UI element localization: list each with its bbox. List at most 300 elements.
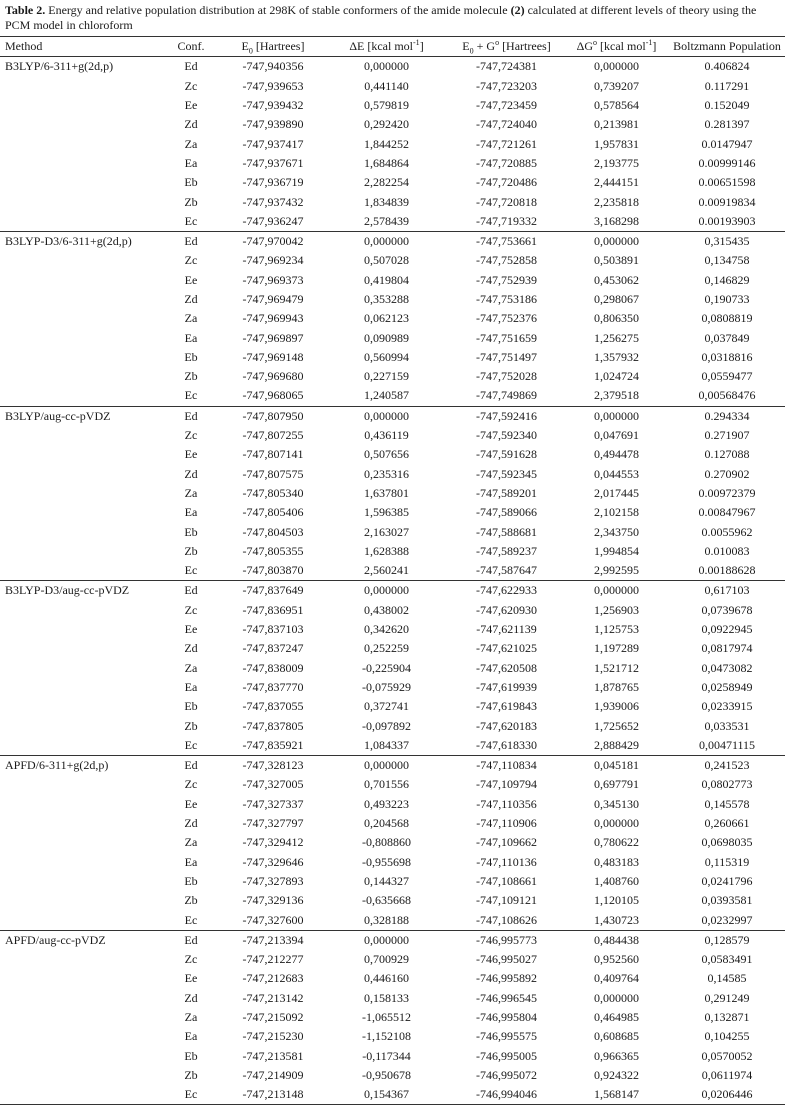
e0-cell: -747,939890: [242, 117, 304, 132]
method-cell: [0, 891, 165, 910]
e0-cell: -747,969373: [242, 272, 304, 287]
delta-g-cell: 2,992595: [594, 563, 639, 578]
delta-g-cell: 0,045181: [594, 758, 639, 773]
table-row: [0, 561, 785, 581]
delta-e-cell: 0,701556: [364, 777, 409, 792]
table-row: [0, 231, 785, 251]
conformer-cell: Eb: [184, 524, 198, 539]
e0-plus-g-cell: -746,994046: [476, 1087, 537, 1102]
method-cell: [0, 367, 165, 386]
e0-cell: -747,937671: [242, 155, 304, 170]
delta-e-cell: 0,292420: [364, 117, 409, 132]
method-cell: [0, 620, 165, 639]
method-cell: [0, 989, 165, 1008]
table-row: [0, 309, 785, 328]
delta-e-cell: 0,000000: [364, 59, 409, 74]
method-cell: B3LYP/aug-cc-pVDZ: [5, 408, 111, 423]
delta-g-cell: 0,298067: [594, 292, 639, 306]
table-row: [0, 852, 785, 871]
method-cell: [0, 1046, 165, 1065]
e0-plus-g-cell: -747,723203: [476, 78, 537, 93]
method-cell: APFD/aug-cc-pVDZ: [5, 932, 106, 947]
delta-e-cell: 0,579819: [364, 98, 409, 113]
delta-e-cell: 0,000000: [364, 234, 409, 249]
delta-g-cell: 2,102158: [594, 505, 639, 520]
delta-e-cell: -1,152108: [362, 1029, 411, 1044]
table-row: [0, 950, 785, 969]
conformer-cell: Zb: [184, 1067, 198, 1082]
boltzmann-population-cell: 0,0258949: [701, 679, 753, 694]
delta-e-cell: 1,240587: [364, 388, 409, 403]
e0-plus-g-cell: -747,720818: [476, 194, 537, 209]
boltzmann-population-cell: 0,115319: [704, 854, 750, 869]
e0-cell: -747,835921: [242, 737, 304, 752]
delta-g-cell: 0,806350: [594, 311, 639, 326]
conformer-cell: Zd: [184, 641, 198, 656]
delta-e-cell: 0,419804: [364, 272, 409, 287]
e0-cell: -747,936247: [242, 213, 304, 228]
delta-g-cell: 1,024724: [594, 369, 639, 384]
boltzmann-population-cell: 0,128579: [704, 932, 750, 947]
method-cell: [0, 561, 165, 581]
method-cell: [0, 348, 165, 367]
e0-cell: -747,214909: [242, 1067, 304, 1082]
delta-e-cell: -0,635668: [362, 893, 411, 908]
e0-cell: -747,212683: [242, 971, 304, 986]
boltzmann-population-cell: 0,0802773: [701, 777, 753, 792]
boltzmann-population-cell: 0.00188628: [698, 563, 756, 578]
boltzmann-population-cell: 0,146829: [704, 272, 750, 287]
conformer-cell: Za: [184, 136, 198, 151]
conformer-cell: Zc: [184, 428, 198, 443]
conformer-cell: Ec: [184, 388, 198, 403]
e0-plus-g-cell: -747,619843: [476, 699, 537, 714]
delta-g-cell: 0,924322: [594, 1067, 639, 1082]
delta-e-cell: 1,834839: [364, 194, 409, 209]
delta-g-cell: 1,957831: [594, 136, 639, 151]
e0-cell: -747,939653: [242, 78, 304, 93]
delta-e-cell: 0,235316: [364, 466, 409, 481]
delta-e-cell: 0,062123: [364, 311, 409, 326]
boltzmann-population-cell: 0.00999146: [698, 155, 756, 170]
conformer-cell: Zc: [184, 78, 198, 93]
method-cell: [0, 775, 165, 794]
conformer-cell: Zd: [184, 816, 198, 831]
boltzmann-population-cell: 0,291249: [704, 990, 750, 1005]
delta-g-cell: 1,256903: [594, 602, 639, 617]
e0-plus-g-cell: -747,723459: [476, 98, 537, 113]
delta-g-cell: 0,000000: [594, 234, 639, 249]
delta-g-cell: 2,235818: [594, 194, 639, 209]
e0-cell: -747,939432: [242, 98, 304, 113]
delta-e-cell: 0,227159: [364, 369, 409, 384]
delta-g-cell: 2,343750: [594, 524, 639, 539]
table-row: [0, 620, 785, 639]
method-cell: [0, 251, 165, 270]
e0-cell: -747,969234: [242, 253, 304, 268]
delta-g-cell: 2,444151: [594, 175, 639, 190]
e0-plus-g-cell: -747,752376: [476, 311, 537, 326]
delta-e-cell: 1,684864: [364, 155, 409, 170]
table-row: [0, 989, 785, 1008]
e0-cell: -747,805340: [242, 485, 304, 500]
method-cell: [0, 115, 165, 134]
e0-cell: -747,969897: [242, 330, 304, 345]
e0-plus-g-cell: -747,589237: [476, 543, 537, 558]
e0-plus-g-cell: -747,589066: [476, 505, 537, 520]
e0-plus-g-cell: -747,620930: [476, 602, 537, 617]
e0-plus-g-cell: -747,592340: [476, 428, 537, 443]
boltzmann-population-cell: 0,0817974: [701, 641, 753, 656]
method-cell: B3LYP-D3/aug-cc-pVDZ: [5, 583, 130, 598]
boltzmann-population-cell: 0.0147947: [701, 136, 753, 151]
e0-cell: -747,805355: [242, 543, 304, 558]
delta-g-cell: 0,484438: [594, 932, 639, 947]
conformer-cell: Zb: [184, 194, 198, 209]
delta-e-cell: 0,441140: [364, 78, 409, 93]
delta-g-cell: 1,408760: [594, 873, 639, 888]
table-header: [0, 37, 785, 57]
e0-plus-g-cell: -747,592345: [476, 466, 537, 481]
delta-e-cell: 0,372741: [364, 699, 409, 714]
conformer-cell: Ec: [184, 912, 198, 927]
conformer-cell: Ee: [184, 796, 198, 811]
table-row: [0, 795, 785, 814]
header-conformer: Conf.: [177, 39, 205, 54]
method-cell: [0, 426, 165, 445]
boltzmann-population-cell: 0,241523: [704, 758, 750, 773]
boltzmann-population-cell: 0,0393581: [701, 893, 753, 908]
method-cell: [0, 969, 165, 988]
delta-e-cell: 0,700929: [364, 952, 409, 967]
delta-e-cell: 0,204568: [364, 816, 409, 831]
method-cell: [0, 910, 165, 930]
method-cell: [0, 872, 165, 891]
e0-plus-g-cell: -746,995072: [476, 1067, 537, 1082]
method-cell: [0, 1066, 165, 1085]
delta-g-cell: 3,168298: [594, 213, 639, 228]
e0-cell: -747,838009: [242, 660, 304, 675]
e0-cell: -747,969943: [242, 311, 304, 326]
e0-cell: -747,805406: [242, 505, 304, 520]
method-cell: [0, 465, 165, 484]
table-row: [0, 542, 785, 561]
delta-e-cell: 0,090989: [364, 330, 409, 345]
header-method: Method: [5, 39, 43, 54]
delta-g-cell: 0,000000: [594, 59, 639, 74]
conformer-cell: Zc: [184, 777, 198, 792]
conformer-cell: Ed: [184, 758, 198, 773]
delta-g-cell: 1,197289: [594, 641, 639, 656]
method-cell: [0, 795, 165, 814]
boltzmann-population-cell: 0,0922945: [701, 622, 753, 637]
e0-plus-g-cell: -747,724381: [476, 59, 537, 74]
conformer-cell: Ed: [184, 234, 198, 249]
delta-e-cell: 0,560994: [364, 349, 409, 364]
delta-g-cell: 0,578564: [594, 98, 639, 113]
method-cell: [0, 192, 165, 211]
e0-plus-g-cell: -747,751659: [476, 330, 537, 345]
table-row: [0, 192, 785, 211]
table-row: [0, 716, 785, 735]
boltzmann-population-cell: 0,0473082: [701, 660, 753, 675]
method-cell: [0, 154, 165, 173]
delta-e-cell: -0,955698: [362, 854, 411, 869]
e0-plus-g-cell: -746,995804: [476, 1009, 537, 1024]
delta-e-cell: 0,000000: [364, 583, 409, 598]
delta-g-cell: 0,503891: [594, 253, 639, 268]
delta-g-cell: 1,725652: [594, 718, 639, 733]
delta-g-cell: 2,017445: [594, 485, 639, 500]
delta-g-cell: 0,453062: [594, 272, 639, 287]
e0-cell: -747,327005: [242, 777, 304, 792]
header-boltzmann-population: Boltzmann Population: [673, 39, 781, 54]
conformer-energy-table: [0, 36, 785, 1105]
conformer-cell: Za: [184, 1009, 198, 1024]
table-row: [0, 814, 785, 833]
e0-cell: -747,803870: [242, 563, 304, 578]
conformer-cell: Ec: [184, 563, 198, 578]
delta-g-cell: 0,608685: [594, 1029, 639, 1044]
conformer-cell: Ed: [184, 59, 198, 74]
method-cell: B3LYP/6-311+g(2d,p): [5, 59, 114, 74]
table-row: [0, 891, 785, 910]
boltzmann-population-cell: 0,260661: [704, 816, 750, 831]
conformer-cell: Za: [184, 660, 198, 675]
caption-text-part-2: calculated at different levels of theory using the PCM model in chloroform: [5, 3, 757, 32]
conformer-cell: Ea: [184, 155, 198, 170]
conformer-cell: Zd: [184, 990, 198, 1005]
table-row: [0, 872, 785, 891]
conformer-cell: Ee: [184, 971, 198, 986]
boltzmann-population-cell: 0.294334: [704, 408, 750, 423]
e0-plus-g-cell: -747,587647: [476, 563, 537, 578]
conformer-cell: Zc: [184, 602, 198, 617]
conformer-cell: Zb: [184, 893, 198, 908]
conformer-cell: Ee: [184, 447, 198, 462]
delta-e-cell: 0,507028: [364, 253, 409, 268]
conformer-cell: Ee: [184, 272, 198, 287]
delta-e-cell: 0,000000: [364, 758, 409, 773]
table-row: [0, 659, 785, 678]
method-cell: [0, 328, 165, 347]
delta-g-cell: 1,430723: [594, 912, 639, 927]
boltzmann-population-cell: 0,190733: [704, 292, 750, 306]
boltzmann-population-cell: 0.00847967: [698, 505, 756, 520]
boltzmann-population-cell: 0,0611974: [701, 1067, 753, 1082]
delta-g-cell: 0,047691: [594, 428, 639, 443]
boltzmann-population-cell: 0,145578: [704, 796, 750, 811]
delta-e-cell: -0,097892: [362, 718, 411, 733]
e0-plus-g-cell: -747,110136: [476, 854, 537, 869]
delta-g-cell: 1,521712: [594, 660, 639, 675]
delta-e-cell: 1,637801: [364, 485, 409, 500]
method-cell: [0, 639, 165, 658]
conformer-cell: Zd: [184, 466, 198, 481]
method-cell: [0, 484, 165, 503]
conformer-cell: Ed: [184, 583, 198, 598]
e0-cell: -747,212277: [242, 952, 304, 967]
e0-plus-g-cell: -746,995575: [476, 1029, 537, 1044]
conformer-cell: Ec: [184, 1087, 198, 1102]
boltzmann-population-cell: 0,104255: [704, 1029, 750, 1044]
delta-e-cell: -0,950678: [362, 1067, 411, 1082]
e0-plus-g-cell: -747,110356: [476, 796, 537, 811]
method-cell: [0, 736, 165, 756]
e0-plus-g-cell: -746,995005: [476, 1048, 537, 1063]
delta-g-cell: 0,000000: [594, 816, 639, 831]
e0-cell: -747,837247: [242, 641, 304, 656]
table-row: [0, 581, 785, 601]
e0-cell: -747,327337: [242, 796, 304, 811]
boltzmann-population-cell: 0.00972379: [698, 485, 756, 500]
conformer-cell: Ea: [184, 854, 198, 869]
e0-cell: -747,215092: [242, 1009, 304, 1024]
e0-cell: -747,937417: [242, 136, 304, 151]
delta-g-cell: 0,409764: [594, 971, 639, 986]
boltzmann-population-cell: 0,132871: [704, 1009, 750, 1024]
e0-cell: -747,213581: [242, 1048, 304, 1063]
table-row: [0, 134, 785, 153]
e0-plus-g-cell: -747,109121: [476, 893, 537, 908]
boltzmann-population-cell: 0,00568476: [698, 388, 756, 403]
boltzmann-population-cell: 0.406824: [704, 59, 750, 74]
conformer-cell: Ea: [184, 330, 198, 345]
delta-e-cell: 1,596385: [364, 505, 409, 520]
table-row: [0, 465, 785, 484]
boltzmann-population-cell: 0,0698035: [701, 835, 753, 850]
e0-plus-g-cell: -747,110834: [476, 758, 537, 773]
e0-plus-g-cell: -747,749869: [476, 388, 537, 403]
table-row: [0, 154, 785, 173]
delta-e-cell: 0,353288: [364, 292, 409, 306]
method-cell: [0, 77, 165, 96]
method-cell: [0, 290, 165, 309]
e0-plus-g-cell: -746,996545: [476, 990, 537, 1005]
method-cell: [0, 96, 165, 115]
conformer-cell: Zb: [184, 369, 198, 384]
method-cell: [0, 697, 165, 716]
conformer-cell: Za: [184, 485, 198, 500]
method-group: [0, 581, 785, 756]
method-cell: [0, 833, 165, 852]
e0-cell: -747,836951: [242, 602, 304, 617]
table-row: [0, 1066, 785, 1085]
conformer-cell: Zd: [184, 292, 198, 306]
boltzmann-population-cell: 0,00471115: [698, 737, 756, 752]
delta-e-cell: -0,117344: [362, 1048, 411, 1063]
caption-label: Table 2.: [5, 3, 46, 17]
method-cell: [0, 386, 165, 406]
conformer-cell: Eb: [184, 699, 198, 714]
delta-g-cell: 0,739207: [594, 78, 639, 93]
e0-plus-g-cell: -747,752939: [476, 272, 537, 287]
header-e0: $E_0$ [Hartrees]: [241, 39, 305, 56]
e0-cell: -747,969148: [242, 349, 304, 364]
boltzmann-population-cell: 0,134758: [704, 253, 750, 268]
conformer-cell: Ec: [184, 213, 198, 228]
table-caption: [5, 3, 781, 33]
table-row: [0, 503, 785, 522]
e0-plus-g-cell: -747,109662: [476, 835, 537, 850]
e0-plus-g-cell: -746,995892: [476, 971, 537, 986]
boltzmann-population-cell: 0,0570052: [701, 1048, 753, 1063]
e0-cell: -747,970042: [242, 234, 304, 249]
method-cell: B3LYP-D3/6-311+g(2d,p): [5, 234, 132, 249]
e0-cell: -747,327600: [242, 912, 304, 927]
e0-cell: -747,837770: [242, 679, 304, 694]
table-row: [0, 251, 785, 270]
delta-e-cell: -0,808860: [362, 835, 411, 850]
conformer-cell: Eb: [184, 1048, 198, 1063]
delta-g-cell: 0,345130: [594, 796, 639, 811]
method-cell: [0, 678, 165, 697]
e0-plus-g-cell: -747,753186: [476, 292, 537, 306]
e0-cell: -747,969479: [242, 292, 304, 306]
delta-e-cell: 0,493223: [364, 796, 409, 811]
table-row: [0, 426, 785, 445]
boltzmann-population-cell: 0.281397: [704, 117, 750, 132]
boltzmann-population-cell: 0.271907: [704, 428, 750, 443]
method-group: [0, 930, 785, 1105]
delta-g-cell: 1,357932: [594, 349, 639, 364]
delta-e-cell: 2,282254: [364, 175, 409, 190]
table-row: [0, 678, 785, 697]
delta-e-cell: 0,328188: [364, 912, 409, 927]
delta-g-cell: 0,697791: [594, 777, 639, 792]
method-cell: [0, 271, 165, 290]
e0-cell: -747,327893: [242, 873, 304, 888]
boltzmann-population-cell: 0,0232997: [701, 912, 753, 927]
boltzmann-population-cell: 0,315435: [704, 234, 750, 249]
table-row: [0, 173, 785, 192]
e0-cell: -747,936719: [242, 175, 304, 190]
conformer-cell: Ee: [184, 622, 198, 637]
table-row: [0, 755, 785, 775]
boltzmann-population-cell: 0,617103: [704, 583, 750, 598]
e0-plus-g-cell: -747,589201: [476, 485, 537, 500]
e0-plus-g-cell: -747,621139: [476, 622, 537, 637]
delta-e-cell: 0,438002: [364, 602, 409, 617]
method-cell: [0, 1085, 165, 1105]
method-cell: [0, 445, 165, 464]
method-cell: APFD/6-311+g(2d,p): [5, 758, 109, 773]
boltzmann-population-cell: 0,14585: [707, 971, 747, 986]
table-row: [0, 271, 785, 290]
boltzmann-population-cell: 0,0559477: [701, 369, 753, 384]
header-delta-g: $\Delta G^o$ [kcal mol$^{-1}$]: [576, 38, 657, 54]
delta-e-cell: -1,065512: [362, 1009, 411, 1024]
delta-e-cell: 2,578439: [364, 213, 409, 228]
boltzmann-population-cell: 0.00193903: [698, 213, 756, 228]
table-row: [0, 639, 785, 658]
e0-cell: -747,837055: [242, 699, 304, 714]
boltzmann-population-cell: 0,0241796: [701, 873, 753, 888]
boltzmann-population-cell: 0,0808819: [701, 311, 753, 326]
conformer-cell: Zc: [184, 253, 198, 268]
boltzmann-population-cell: 0,033531: [704, 718, 750, 733]
conformer-cell: Ec: [184, 737, 198, 752]
conformer-cell: Zb: [184, 718, 198, 733]
delta-e-cell: 0,154367: [364, 1087, 409, 1102]
delta-g-cell: 0,000000: [594, 583, 639, 598]
e0-cell: -747,807950: [242, 408, 304, 423]
delta-g-cell: 0,000000: [594, 408, 639, 423]
e0-plus-g-cell: -747,108626: [476, 912, 537, 927]
e0-cell: -747,837649: [242, 583, 304, 598]
delta-e-cell: -0,225904: [362, 660, 411, 675]
method-cell: [0, 173, 165, 192]
